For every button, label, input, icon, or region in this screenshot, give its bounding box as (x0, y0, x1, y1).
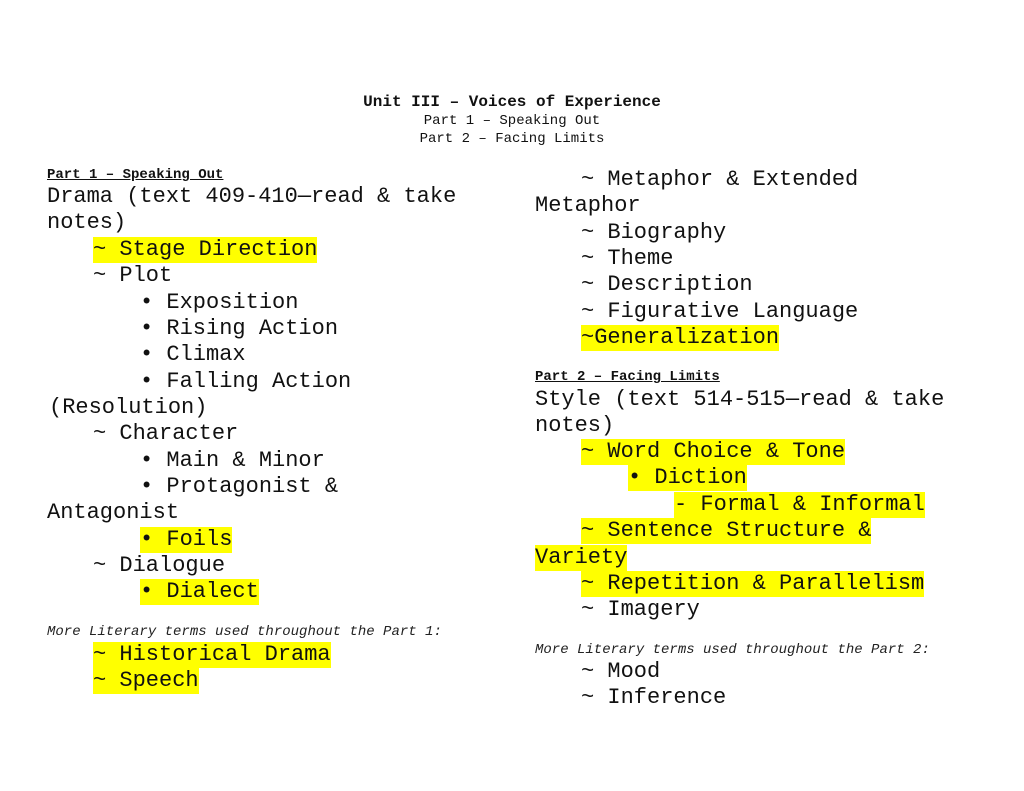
unit-title: Unit III – Voices of Experience (363, 93, 661, 111)
list-item: • Climax (140, 342, 246, 367)
list-item: notes) (47, 210, 127, 235)
document-header (0, 92, 1024, 148)
list-item: Drama (text 409-410—read & take (47, 184, 457, 209)
list-item: ~ Dialogue (93, 553, 226, 578)
list-item: ~ Imagery (581, 597, 700, 622)
list-item: • Protagonist & (140, 474, 339, 499)
list-item: ~ Description (581, 272, 753, 297)
list-item: notes) (535, 413, 615, 438)
part2-heading: Part 2 – Facing Limits (535, 369, 720, 385)
list-item: ~ Mood (581, 659, 661, 684)
list-item: (Resolution) (49, 395, 208, 420)
list-item: • Foils (140, 527, 233, 552)
list-item: • Falling Action (140, 369, 352, 394)
list-item: ~ Speech (93, 668, 199, 693)
list-item: • Exposition (140, 290, 299, 315)
list-item: ~ Historical Drama (93, 642, 331, 667)
list-item: ~ Stage Direction (93, 237, 318, 262)
list-item: ~ Repetition & Parallelism (581, 571, 925, 596)
list-item: ~Generalization (581, 325, 780, 350)
list-item: ~ Biography (581, 220, 727, 245)
list-item: ~ Figurative Language (581, 299, 859, 324)
part2-subtitle: Part 2 – Facing Limits (419, 131, 605, 147)
list-item: ~ Sentence Structure & (581, 518, 872, 543)
list-item: • Diction (628, 465, 747, 490)
list-item: • Dialect (140, 579, 259, 604)
list-item: ~ Word Choice & Tone (581, 439, 846, 464)
list-item: ~ Metaphor & Extended (581, 167, 859, 192)
list-item: Variety (535, 545, 628, 570)
part1-note: More Literary terms used throughout the Part 1: (47, 624, 442, 640)
part1-subtitle: Part 1 – Speaking Out (423, 113, 601, 129)
list-item: Style (text 514-515—read & take (535, 387, 945, 412)
list-item: Antagonist (47, 500, 180, 525)
part1-heading: Part 1 – Speaking Out (47, 167, 224, 183)
list-item: ~ Inference (581, 685, 727, 710)
list-item: • Rising Action (140, 316, 339, 341)
list-item: ~ Character (93, 421, 239, 446)
list-item: ~ Plot (93, 263, 173, 288)
part2-note: More Literary terms used throughout the Part 2: (535, 642, 930, 658)
list-item: Metaphor (535, 193, 641, 218)
list-item: • Main & Minor (140, 448, 325, 473)
list-item: - Formal & Informal (674, 492, 925, 517)
list-item: ~ Theme (581, 246, 674, 271)
